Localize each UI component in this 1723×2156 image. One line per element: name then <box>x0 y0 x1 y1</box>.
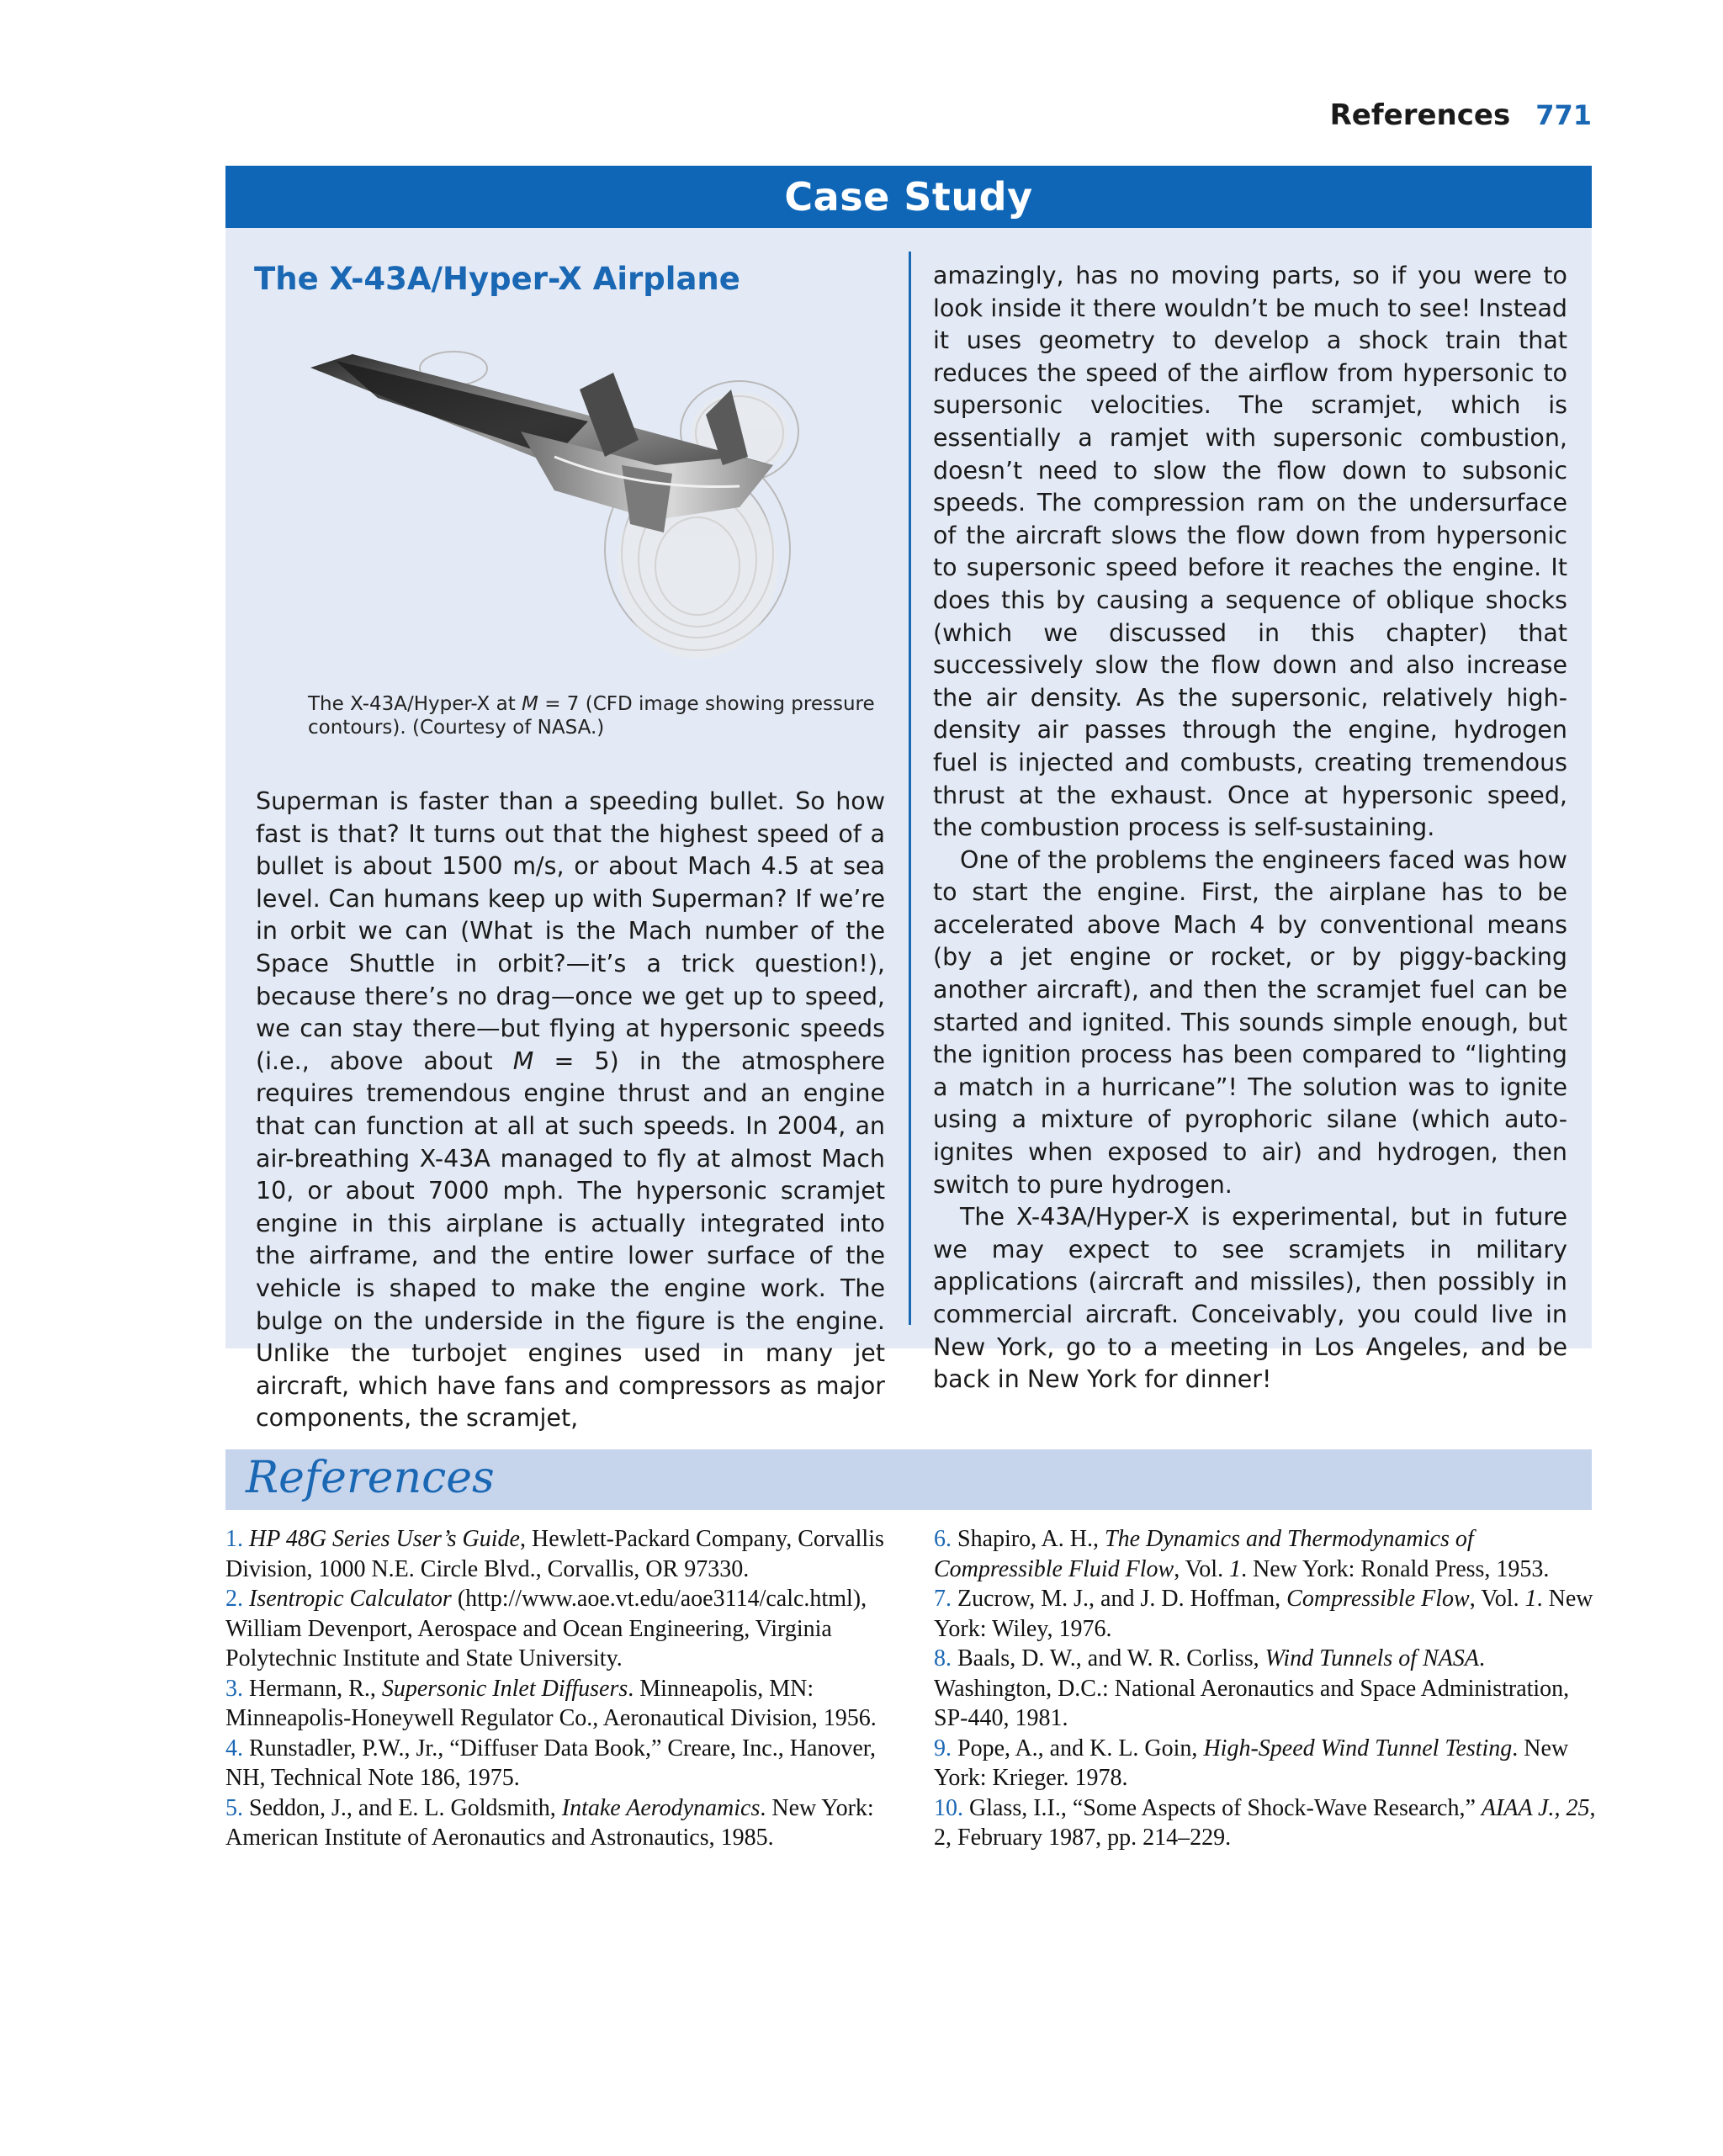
reference-number: 9. <box>934 1735 952 1761</box>
reference-details: , Vol. <box>1174 1555 1230 1582</box>
reference-authors: Zucrow, M. J., and J. D. Hoffman, <box>957 1586 1287 1612</box>
caption-var-m: M <box>522 693 538 715</box>
reference-authors: Hermann, R., <box>249 1675 382 1702</box>
reference-number: 6. <box>934 1526 952 1552</box>
references-column-2 <box>934 1524 1598 1853</box>
reference-title: Isentropic Calculator <box>249 1586 452 1612</box>
reference-title: Intake Aerodynamics <box>561 1794 761 1821</box>
reference-authors: Shapiro, A. H., <box>957 1526 1105 1552</box>
references-heading: References <box>246 1453 495 1503</box>
reference-number: 8. <box>934 1645 952 1671</box>
reference-title: HP 48G Series User’s Guide <box>249 1526 520 1552</box>
reference-item <box>934 1524 1598 1584</box>
case-study-title: The X-43A/Hyper-X Airplane <box>254 261 740 297</box>
reference-number: 3. <box>225 1675 243 1702</box>
reference-volume: 1 <box>1229 1555 1242 1582</box>
reference-item <box>225 1524 890 1584</box>
reference-number: 5. <box>225 1794 243 1821</box>
left-paragraph <box>254 786 885 1435</box>
reference-title: AIAA J., 25 <box>1481 1794 1590 1821</box>
reference-item <box>934 1734 1598 1793</box>
caption-text-1: The X-43A/Hyper-X at <box>308 693 522 715</box>
reference-details: , 2, February 1987, pp. 214–229. <box>934 1794 1596 1851</box>
left-paragraph-part1: Superman is faster than a speeding bullet. So how fast is that? It turns out that the highest speed of a bullet is about 1500 m/s, or about Mach 4.5 at sea level. Can humans keep up with Superman? If we’re in orbit we can (What is the Mach number of the Space Shuttle in orbit?—it’s a trick question!), because there’s no drag—once we get up to speed, we can stay there—but flying at hypersonic speeds (i.e., above about <box>256 787 885 1075</box>
reference-authors: Baals, D. W., and W. R. Corliss, <box>957 1645 1265 1671</box>
right-paragraph-3: The X-43A/Hyper-X is experimental, but in future we may expect to see scramjets in military applications (aircraft and missiles), then possibly in commercial aircraft. Conceivably, you could live in New York, go to a meeting in Los Angeles, and be back in New York for dinner! <box>933 1203 1567 1394</box>
reference-item <box>225 1584 890 1674</box>
reference-authors: Pope, A., and K. L. Goin, <box>957 1735 1204 1761</box>
reference-title: High-Speed Wind Tunnel Testing <box>1203 1735 1513 1761</box>
reference-item <box>934 1644 1598 1734</box>
case-study-box <box>225 166 1592 1433</box>
reference-details: . New York: American Institute of Aeronautics and Astronautics, 1985. <box>225 1794 874 1851</box>
reference-number: 2. <box>225 1586 243 1612</box>
reference-number: 1. <box>225 1526 243 1552</box>
figure-caption <box>308 692 880 739</box>
reference-details: , Hewlett-Packard Company, Corvallis Division, 1000 N.E. Circle Blvd., Corvallis, OR 97330. <box>225 1526 884 1582</box>
right-paragraph-2: One of the problems the engineers faced was how to start the engine. First, the airplane has to be accelerated above Mach 4 by conventional means (by a jet engine or rocket, or by piggy-backing another aircraft), and then the scramjet fuel can be started and ignited. This sounds simple enough, but the ignition process has been compared to “lighting a match in a hurricane”! The solution was to ignite using a mixture of pyrophoric silane (which auto-ignites when exposed to air) and hydrogen, then switch to pure hydrogen. <box>933 845 1567 1199</box>
reference-volume: 1 <box>1524 1586 1537 1612</box>
reference-title: The Dynamics and Thermodynamics of Compressible Fluid Flow <box>934 1526 1474 1582</box>
reference-item <box>225 1734 890 1793</box>
reference-title: Supersonic Inlet Diffusers <box>381 1675 628 1702</box>
reference-number: 4. <box>225 1735 243 1761</box>
reference-details: , Vol. <box>1469 1586 1525 1612</box>
reference-details: . Minneapolis, MN: Minneapolis-Honeywell Regulator Co., Aeronautical Division, 1956. <box>225 1675 877 1731</box>
reference-authors: Glass, I.I., “Some Aspects of Shock-Wave Research,” <box>969 1794 1482 1821</box>
cfd-aircraft-image <box>302 339 840 674</box>
reference-title: Wind Tunnels of NASA <box>1264 1645 1479 1671</box>
running-head <box>225 94 1592 136</box>
case-study-right-column <box>933 260 1567 1396</box>
reference-item <box>934 1793 1598 1853</box>
references-heading-bar <box>225 1449 1592 1510</box>
reference-item <box>934 1584 1598 1644</box>
left-paragraph-var-m: M <box>512 1046 534 1075</box>
reference-details: . New York: Krieger. 1978. <box>934 1735 1569 1791</box>
reference-publisher: . New York: Wiley, 1976. <box>934 1586 1593 1642</box>
reference-number: 7. <box>934 1586 952 1612</box>
reference-publisher: . New York: Ronald Press, 1953. <box>1241 1555 1550 1582</box>
left-paragraph-part2: = 5) in the atmosphere requires tremendous engine thrust and an engine that can function at all at such speeds. In 2004, an air-breathing X-43A managed to fly at almost Mach 10, or about 7000 mph. The hypersonic scramjet engine in this airplane is actually integrated into the airframe, and the entire lower surface of the vehicle is shaped to make the engine work. The bulge on the underside in the figure is the engine. Unlike the turbojet engines used in many jet aircraft, which have fans and compressors as major components, the scramjet, <box>256 1046 885 1433</box>
column-divider <box>909 252 911 1325</box>
page-number: 771 <box>1535 99 1592 131</box>
reference-item <box>225 1674 890 1734</box>
reference-authors: Runstadler, P.W., Jr., “Diffuser Data Book,” Creare, Inc., Hanover, NH, Technical Note 186, 1975. <box>225 1735 877 1791</box>
reference-number: 10. <box>934 1794 963 1821</box>
reference-authors: Seddon, J., and E. L. Goldsmith, <box>249 1794 562 1821</box>
right-paragraph-1: amazingly, has no moving parts, so if you were to look inside it there wouldn’t be much to see! Instead it uses geometry to develop a shock train that reduces the speed of the airflow from hypersonic to supersonic velocities. The scramjet, which is essentially a ramjet with supersonic combustion, doesn’t need to slow the flow down to subsonic speeds. The compression ram on the undersurface of the aircraft slows the flow down from hypersonic to supersonic speed before it reaches the engine. It does this by causing a sequence of oblique shocks (which we discussed in this chapter) that successively slow the flow down and also increase the air density. As the supersonic, relatively high-density air passes through the engine, hydrogen fuel is injected and combusts, creating tremendous thrust at the exhaust. Once at hypersonic speed, the combustion process is self-sustaining. <box>933 262 1567 842</box>
reference-item <box>225 1793 890 1853</box>
cfd-aircraft-icon <box>302 339 840 674</box>
references-column-1 <box>225 1524 890 1853</box>
reference-title: Compressible Flow <box>1286 1586 1470 1612</box>
reference-details: . Washington, D.C.: National Aeronautics and Space Administration, SP-440, 1981. <box>934 1645 1570 1731</box>
case-study-banner: Case Study <box>225 166 1592 228</box>
running-head-title: References <box>1329 98 1511 132</box>
caption-text-2: = 7 (CFD image showing pressure contours). (Courtesy of NASA.) <box>308 693 875 739</box>
reference-details: (http://www.aoe.vt.edu/aoe3114/calc.html), William Devenport, Aerospace and Ocean Engineering, Virginia Polytechnic Institute and State University. <box>225 1586 867 1671</box>
case-study-left-column <box>254 260 885 1435</box>
